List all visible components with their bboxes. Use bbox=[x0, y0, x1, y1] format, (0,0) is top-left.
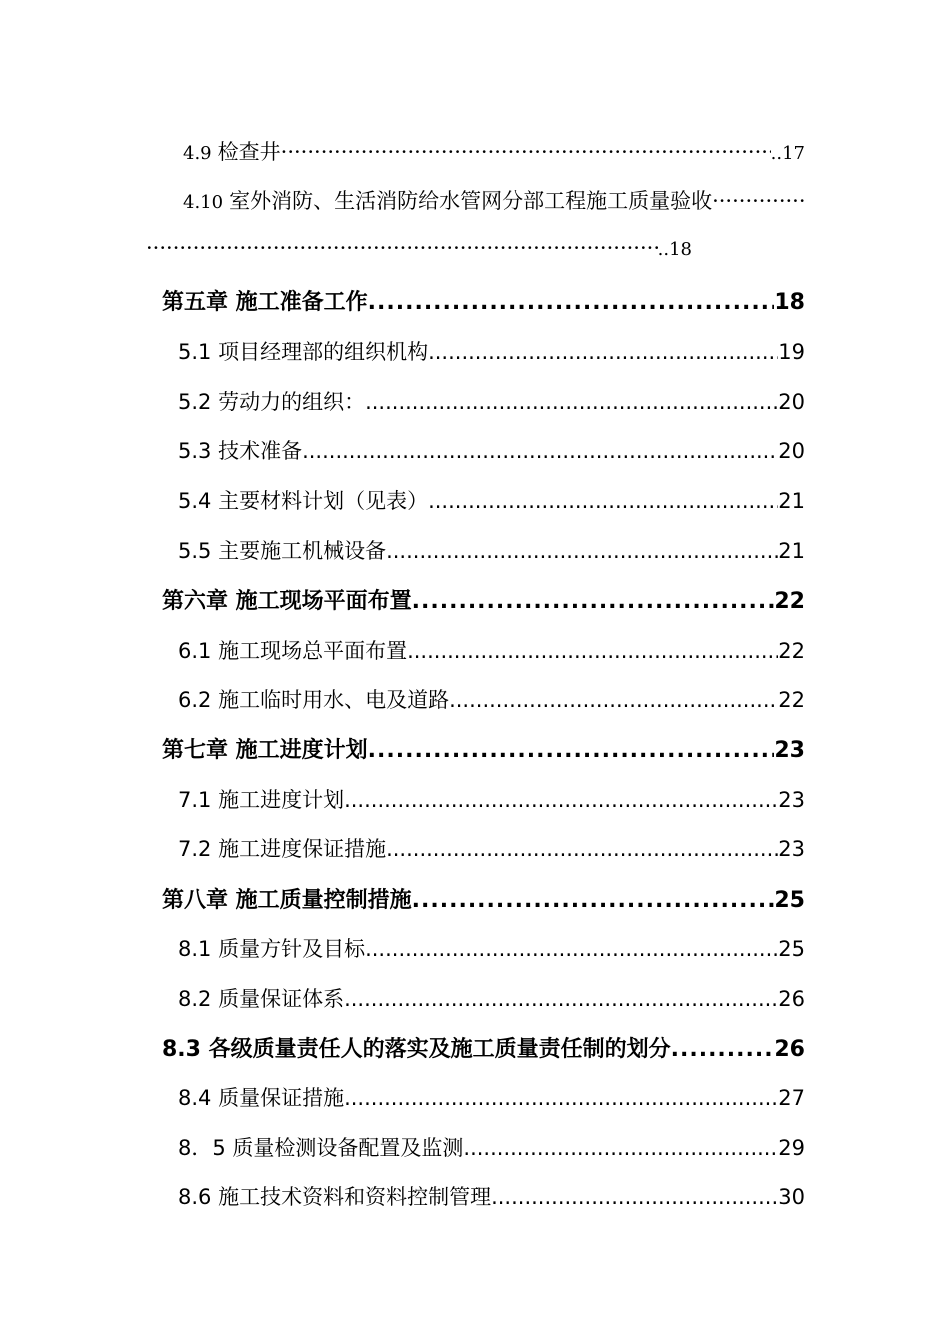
toc-entry-4-10[interactable] bbox=[183, 185, 805, 215]
toc-leader bbox=[365, 390, 778, 414]
toc-leader bbox=[344, 788, 778, 812]
toc-section-title: 8．5 质量检测设备配置及监测 bbox=[178, 1136, 464, 1160]
toc-page-number: ..18 bbox=[657, 239, 692, 260]
toc-section-title: 8.2 质量保证体系 bbox=[178, 987, 345, 1011]
toc-section-title: 8.4 质量保证措施 bbox=[178, 1086, 345, 1110]
toc-leader bbox=[671, 1037, 775, 1062]
toc-section-title: 7.2 施工进度保证措施 bbox=[178, 837, 387, 861]
toc-entry-title: 检查井 bbox=[217, 140, 281, 164]
toc-page-number: 23 bbox=[774, 738, 805, 763]
toc-leader bbox=[463, 1136, 778, 1160]
toc-page-number: ..17 bbox=[770, 143, 805, 164]
toc-section-8-2[interactable] bbox=[178, 983, 805, 1013]
toc-section-title: 5.1 项目经理部的组织机构 bbox=[178, 340, 429, 364]
toc-section-title: 5.2 劳动力的组织： bbox=[178, 390, 366, 414]
toc-leader bbox=[491, 1185, 778, 1209]
toc-section-8-3[interactable] bbox=[162, 1032, 805, 1063]
toc-chapter-title: 第五章 施工准备工作 bbox=[162, 290, 368, 315]
toc-page-number: 23 bbox=[778, 788, 805, 812]
toc-leader bbox=[386, 539, 778, 563]
toc-leader bbox=[302, 439, 778, 463]
toc-leader bbox=[412, 589, 775, 614]
toc-page-number: 21 bbox=[778, 539, 805, 563]
toc-leader bbox=[344, 987, 778, 1011]
toc-page-number: 26 bbox=[774, 1037, 805, 1062]
toc-page-number: 18 bbox=[774, 290, 805, 315]
toc-page-number: 30 bbox=[778, 1185, 805, 1209]
toc-section-title: 6.1 施工现场总平面布置 bbox=[178, 639, 408, 663]
toc-leader bbox=[428, 489, 778, 513]
toc-leader bbox=[368, 738, 775, 763]
toc-section-title: 7.1 施工进度计划 bbox=[178, 788, 345, 812]
toc-section-7-1[interactable] bbox=[178, 784, 805, 814]
toc-section-7-2[interactable] bbox=[178, 833, 805, 863]
toc-section-6-1[interactable] bbox=[178, 635, 805, 665]
toc-section-8-1[interactable] bbox=[178, 933, 805, 963]
toc-page-number: 25 bbox=[774, 888, 805, 913]
toc-page-number: 25 bbox=[778, 937, 805, 961]
toc-section-title: 8.1 质量方针及目标 bbox=[178, 937, 366, 961]
toc-page-number: 29 bbox=[778, 1136, 805, 1160]
toc-leader bbox=[428, 340, 778, 364]
toc-leader bbox=[449, 688, 778, 712]
toc-chapter-5[interactable] bbox=[162, 285, 805, 316]
toc-page-number: 20 bbox=[778, 390, 805, 414]
toc-entry-4-10-continuation[interactable] bbox=[146, 236, 692, 260]
toc-page-number: 23 bbox=[778, 837, 805, 861]
toc-section-5-3[interactable] bbox=[178, 435, 805, 465]
toc-section-title: 5.5 主要施工机械设备 bbox=[178, 539, 387, 563]
toc-chapter-6[interactable] bbox=[162, 584, 805, 615]
toc-entry-number: 4.9 bbox=[183, 143, 212, 164]
toc-section-title: 8.6 施工技术资料和资料控制管理 bbox=[178, 1185, 492, 1209]
toc-leader bbox=[281, 140, 771, 164]
toc-page-number: 22 bbox=[778, 688, 805, 712]
toc-page-number: 19 bbox=[778, 340, 805, 364]
toc-leader bbox=[368, 290, 775, 315]
toc-page-number: 26 bbox=[778, 987, 805, 1011]
toc-chapter-title: 第六章 施工现场平面布置 bbox=[162, 589, 412, 614]
toc-entry-4-9[interactable] bbox=[183, 136, 805, 166]
toc-leader bbox=[146, 236, 658, 260]
toc-leader bbox=[365, 937, 778, 961]
toc-section-8-4[interactable] bbox=[178, 1082, 805, 1112]
toc-page-number: 22 bbox=[774, 589, 805, 614]
toc-section-5-5[interactable] bbox=[178, 535, 805, 565]
toc-section-8-5[interactable] bbox=[178, 1132, 805, 1162]
toc-section-5-1[interactable] bbox=[178, 336, 805, 366]
toc-entry-title: 室外消防、生活消防给水管网分部工程施工质量验收 bbox=[229, 189, 713, 213]
toc-leader bbox=[344, 1086, 778, 1110]
toc-chapter-8[interactable] bbox=[162, 883, 805, 914]
toc-chapter-title: 第七章 施工进度计划 bbox=[162, 738, 368, 763]
toc-entry-number: 4.10 bbox=[183, 192, 224, 213]
toc-leader bbox=[412, 888, 775, 913]
toc-leader bbox=[386, 837, 778, 861]
toc-leader bbox=[407, 639, 778, 663]
toc-section-title: 6.2 施工临时用水、电及道路 bbox=[178, 688, 450, 712]
toc-section-title: 5.4 主要材料计划（见表） bbox=[178, 489, 429, 513]
toc-leader bbox=[712, 189, 805, 213]
toc-chapter-title: 第八章 施工质量控制措施 bbox=[162, 888, 412, 913]
toc-page-number: 21 bbox=[778, 489, 805, 513]
toc-section-6-2[interactable] bbox=[178, 684, 805, 714]
toc-section-title: 5.3 技术准备 bbox=[178, 439, 303, 463]
toc-page-number: 27 bbox=[778, 1086, 805, 1110]
toc-page-number: 22 bbox=[778, 639, 805, 663]
toc-section-8-6[interactable] bbox=[178, 1181, 805, 1211]
toc-chapter-7[interactable] bbox=[162, 733, 805, 764]
toc-section-5-2[interactable] bbox=[178, 386, 805, 416]
toc-section-title: 8.3 各级质量责任人的落实及施工质量责任制的划分 bbox=[162, 1037, 671, 1062]
toc-section-5-4[interactable] bbox=[178, 485, 805, 515]
toc-page-number: 20 bbox=[778, 439, 805, 463]
